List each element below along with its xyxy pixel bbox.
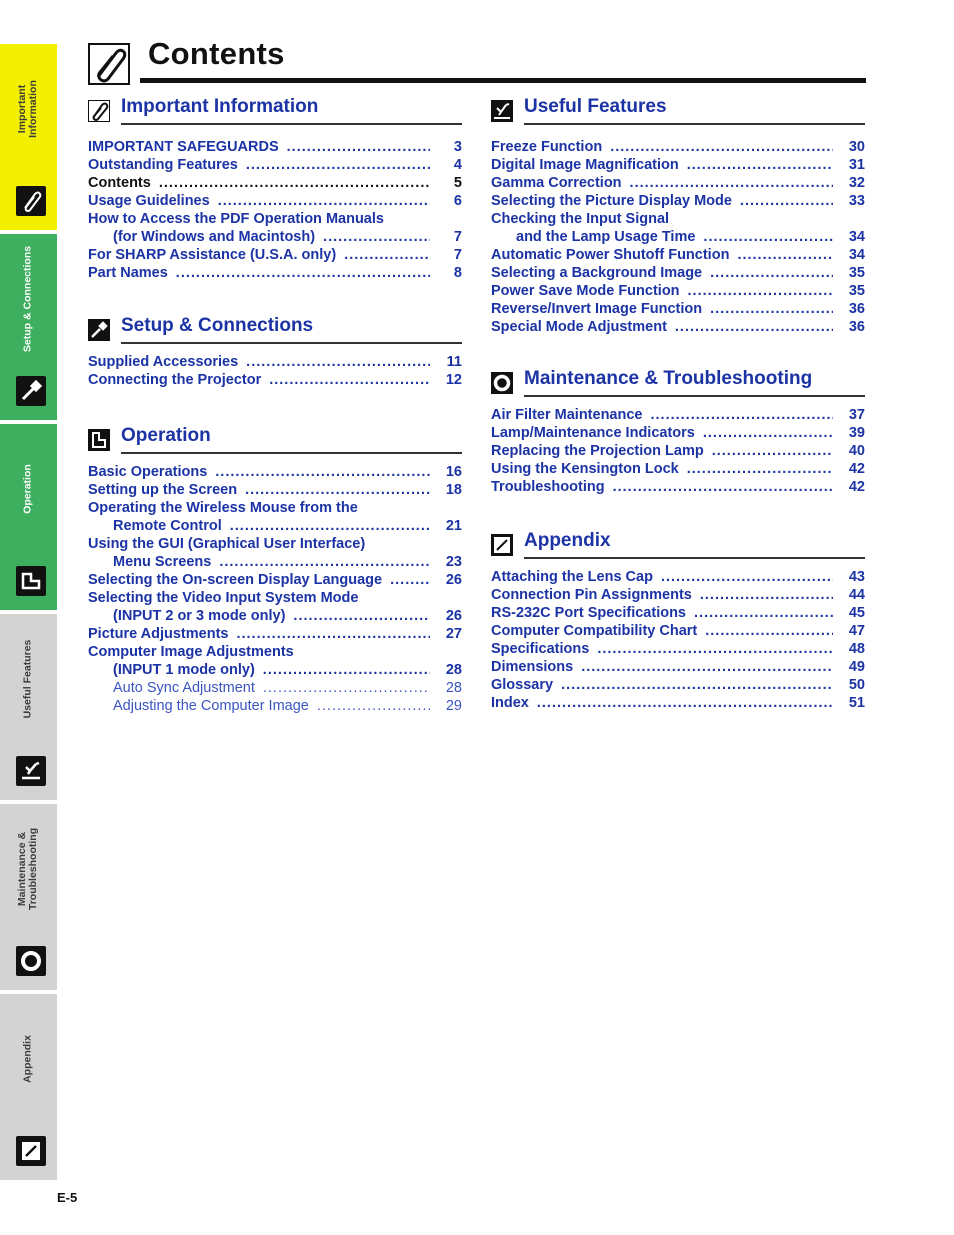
title-rule: [140, 78, 866, 83]
toc-entry[interactable]: Basic Operations ..... 16: [88, 464, 462, 482]
section-operation: [88, 425, 462, 716]
tab-label: Operation: [21, 464, 34, 514]
toc-entry[interactable]: Digital Image Magnification ..... 31: [491, 157, 865, 175]
toc-entry[interactable]: Connection Pin Assignments ..... 44: [491, 587, 865, 605]
toc-entry[interactable]: Picture Adjustments ..... 27: [88, 626, 462, 644]
toc-entry[interactable]: Menu Screens ..... 23: [88, 554, 462, 572]
toc-entry[interactable]: Index ..... 51: [491, 695, 865, 713]
toc-entry[interactable]: Part Names ..... 8: [88, 265, 462, 283]
wrench-icon: [16, 376, 46, 406]
toc-entry[interactable]: Specifications ..... 48: [491, 641, 865, 659]
toc-entry[interactable]: Troubleshooting ..... 42: [491, 479, 865, 497]
tab-label: Important Information: [16, 80, 39, 138]
toc-entry[interactable]: Auto Sync Adjustment ..... 28: [88, 680, 462, 698]
tab-label: Useful Features: [21, 639, 34, 719]
toc-entry[interactable]: Selecting a Background Image ..... 35: [491, 265, 865, 283]
toc-entry[interactable]: For SHARP Assistance (U.S.A. only) ..... 7: [88, 247, 462, 265]
tab-label: Maintenance & Troubleshooting: [16, 827, 39, 911]
tab-important-information[interactable]: [0, 44, 57, 230]
toc-entry[interactable]: Using the Kensington Lock ..... 42: [491, 461, 865, 479]
section-useful-features: [491, 96, 865, 337]
section-rule: [121, 342, 462, 344]
sparkle-icon: [491, 100, 513, 122]
toc-entry[interactable]: Connecting the Projector ..... 12: [88, 372, 462, 390]
toc-entry[interactable]: Supplied Accessories ..... 11: [88, 354, 462, 372]
toc-entry[interactable]: (for Windows and Macintosh) ..... 7: [88, 229, 462, 247]
tab-setup-connections[interactable]: [0, 234, 57, 420]
section-title: Important Information: [121, 96, 319, 117]
toc-entry[interactable]: Power Save Mode Function ..... 35: [491, 283, 865, 301]
toc-entry[interactable]: (INPUT 2 or 3 mode only) ..... 26: [88, 608, 462, 626]
toc-entry[interactable]: Dimensions ..... 49: [491, 659, 865, 677]
hand-icon: [16, 566, 46, 596]
tab-label: Setup & Connections: [21, 245, 34, 353]
section-rule: [524, 123, 865, 125]
paperclip-icon: [16, 186, 46, 216]
toc-entry[interactable]: How to Access the PDF Operation Manuals: [88, 211, 384, 227]
section-maintenance-troubleshooting: [491, 368, 865, 497]
tab-maintenance-troubleshooting[interactable]: [0, 804, 57, 990]
tab-appendix[interactable]: [0, 994, 57, 1180]
section-title: Appendix: [524, 530, 611, 551]
toc-entry[interactable]: Adjusting the Computer Image ..... 29: [88, 698, 462, 716]
document-icon: [491, 534, 513, 556]
toc-entry[interactable]: Selecting the Picture Display Mode ..... 33: [491, 193, 865, 211]
toc-entry[interactable]: Outstanding Features ..... 4: [88, 157, 462, 175]
toc-entry[interactable]: RS-232C Port Specifications ..... 45: [491, 605, 865, 623]
toc-entry[interactable]: Computer Compatibility Chart ..... 47: [491, 623, 865, 641]
toc-entry[interactable]: Glossary ..... 50: [491, 677, 865, 695]
paperclip-icon: [88, 43, 130, 85]
section-title: Useful Features: [524, 96, 667, 117]
toc-entry[interactable]: Air Filter Maintenance ..... 37: [491, 407, 865, 425]
toc-entry[interactable]: Checking the Input Signal: [491, 211, 670, 227]
toc-entry[interactable]: Special Mode Adjustment ..... 36: [491, 319, 865, 337]
tab-label: Appendix: [21, 1035, 34, 1083]
toc-entry[interactable]: Selecting the Video Input System Mode: [88, 590, 359, 606]
section-rule: [524, 557, 865, 559]
toc-entry[interactable]: Remote Control ..... 21: [88, 518, 462, 536]
side-tabs: [0, 44, 57, 1184]
paperclip-icon: [88, 100, 110, 122]
section-rule: [524, 395, 865, 397]
toc-entry[interactable]: Usage Guidelines ..... 6: [88, 193, 462, 211]
toc-entry[interactable]: Gamma Correction ..... 32: [491, 175, 865, 193]
toc-entry[interactable]: Freeze Function ..... 30: [491, 139, 865, 157]
section-title: Setup & Connections: [121, 315, 314, 336]
lifebuoy-icon: [491, 372, 513, 394]
sparkle-icon: [16, 756, 46, 786]
section-rule: [121, 123, 462, 125]
toc-entry[interactable]: Attaching the Lens Cap ..... 43: [491, 569, 865, 587]
lifebuoy-icon: [16, 946, 46, 976]
toc-entry[interactable]: Replacing the Projection Lamp ..... 40: [491, 443, 865, 461]
section-appendix: [491, 530, 865, 713]
toc-entry[interactable]: (INPUT 1 mode only) ..... 28: [88, 662, 462, 680]
section-important-information: [88, 96, 462, 283]
document-icon: [16, 1136, 46, 1166]
page-title: Contents: [148, 36, 285, 71]
tab-useful-features[interactable]: [0, 614, 57, 800]
toc-entry[interactable]: IMPORTANT SAFEGUARDS ..... 3: [88, 139, 462, 157]
toc-entry[interactable]: Using the GUI (Graphical User Interface): [88, 536, 366, 552]
toc-entry[interactable]: Reverse/Invert Image Function ..... 36: [491, 301, 865, 319]
section-title: Maintenance & Troubleshooting: [524, 368, 813, 389]
section-title: Operation: [121, 425, 211, 446]
wrench-icon: [88, 319, 110, 341]
toc-entry[interactable]: Selecting the On-screen Display Language ..... 26: [88, 572, 462, 590]
tab-operation[interactable]: [0, 424, 57, 610]
toc-entry[interactable]: and the Lamp Usage Time ..... 34: [491, 229, 865, 247]
section-rule: [121, 452, 462, 454]
toc-entry[interactable]: Operating the Wireless Mouse from the: [88, 500, 358, 516]
section-setup-connections: [88, 315, 462, 390]
toc-entry[interactable]: Setting up the Screen ..... 18: [88, 482, 462, 500]
toc-entry[interactable]: Computer Image Adjustments: [88, 644, 294, 660]
toc-entry[interactable]: Lamp/Maintenance Indicators ..... 39: [491, 425, 865, 443]
page-number: E-5: [57, 1190, 78, 1205]
toc-entry[interactable]: Automatic Power Shutoff Function ..... 34: [491, 247, 865, 265]
hand-icon: [88, 429, 110, 451]
toc-entry[interactable]: Contents ..... 5: [88, 175, 462, 193]
